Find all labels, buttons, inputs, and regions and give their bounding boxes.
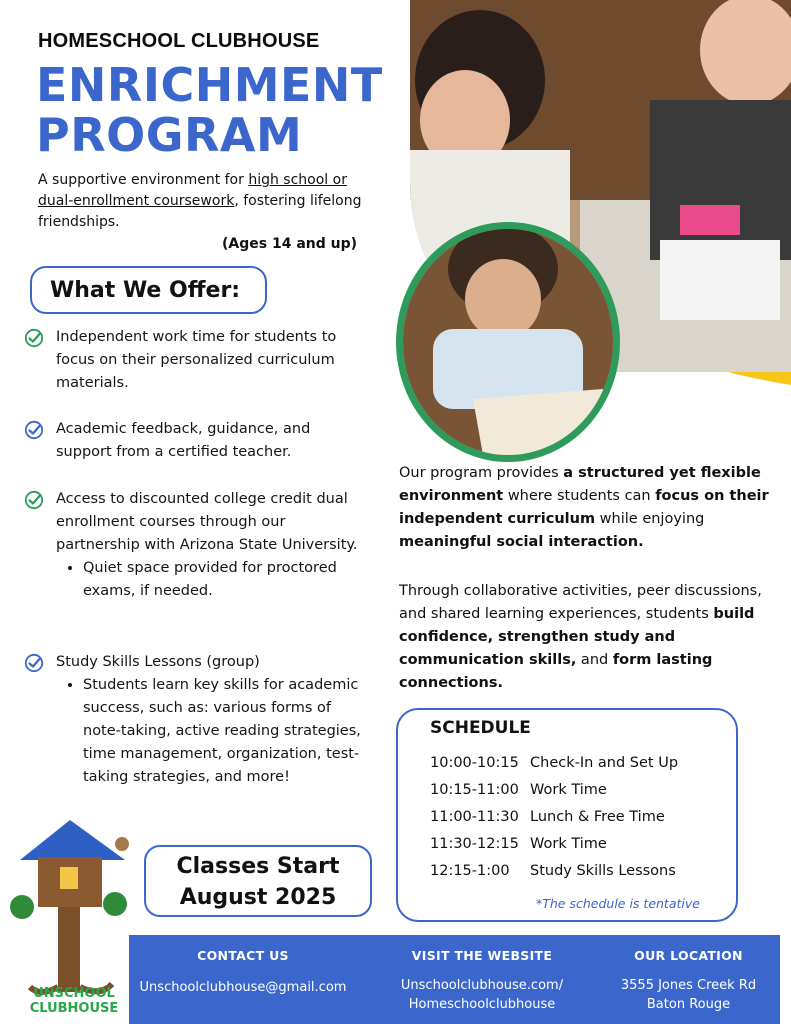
emphasis-text: build confidence, strengthen study and communication skills, [399, 606, 755, 668]
schedule-box [396, 708, 738, 922]
footer-location [597, 935, 780, 1014]
body-text: where students can [503, 488, 656, 504]
kicker-heading: HOMESCHOOL CLUBHOUSE [38, 30, 320, 52]
offer-item [24, 326, 369, 395]
check-circle-icon [24, 653, 44, 673]
body-text: Our program provides [399, 465, 564, 481]
offer-item-text: Academic feedback, guidance, and support from a certified teacher. [56, 421, 311, 460]
schedule-row [430, 782, 607, 798]
schedule-time: 10:00-10:15 [430, 755, 519, 771]
emphasis-text: form lasting connections. [399, 652, 713, 691]
intro-pre: A supportive environment for [38, 172, 249, 188]
classes-start-line-2: August 2025 [179, 885, 337, 910]
student-writing-photo-image [403, 229, 613, 455]
program-description-2 [399, 580, 769, 695]
schedule-note: *The schedule is tentative [536, 896, 700, 911]
website-line-2: Homeschoolclubhouse [408, 997, 556, 1012]
footer-website [377, 935, 587, 1014]
program-description-1 [399, 462, 769, 554]
check-circle-icon [24, 328, 44, 348]
intro-text [38, 170, 368, 233]
location-line-2: Baton Rouge [646, 997, 731, 1012]
schedule-activity: Study Skills Lessons [530, 863, 676, 879]
schedule-row [430, 755, 678, 771]
classes-start-line-1: Classes Start [176, 854, 340, 879]
schedule-activity: Work Time [530, 782, 607, 798]
schedule-title: SCHEDULE [430, 718, 531, 738]
offer-sub-list [81, 557, 369, 603]
page-title-line-1: ENRICHMENT [36, 58, 383, 112]
offer-sub-list [81, 674, 369, 789]
offer-heading: What We Offer: [50, 277, 241, 303]
intro-underlined: high school or dual-enrollment coursework [38, 172, 347, 209]
student-writing-photo [396, 222, 620, 462]
logo-line-2: CLUBHOUSE [29, 1001, 119, 1016]
location-address [597, 976, 780, 1014]
contact-email-link[interactable]: Unschoolclubhouse@gmail.com [139, 980, 347, 995]
ages-note: (Ages 14 and up) [222, 236, 358, 252]
check-circle-icon [24, 490, 44, 510]
body-text: while enjoying [595, 511, 705, 527]
offer-heading-pill [30, 266, 267, 314]
classes-start-box [144, 845, 372, 917]
check-circle-icon [24, 420, 44, 440]
schedule-row [430, 836, 607, 852]
logo-wordmark [14, 986, 134, 1016]
contact-heading: CONTACT US [197, 948, 289, 963]
offer-item-text: Access to discounted college credit dual enrollment courses through our partnership with Arizona State University. [56, 491, 358, 553]
offer-item [24, 418, 369, 464]
website-heading: VISIT THE WEBSITE [411, 948, 553, 963]
intro-post: , fostering lifelong friendships. [38, 193, 362, 230]
offer-sub-item: • Students learn key skills for academic success, such as: various forms of note-taking, active reading strategies, time management, organization, test-taking strategies, and more! [83, 674, 369, 789]
logo-line-1: UNSCHOOL [33, 986, 115, 1001]
emphasis-text: a structured yet flexible environment [399, 465, 761, 504]
schedule-time: 12:15-1:00 [430, 863, 510, 879]
body-text: Through collaborative activities, peer discussions, and shared learning experiences, students [399, 583, 762, 622]
schedule-activity: Lunch & Free Time [530, 809, 665, 825]
body-text: and [576, 652, 613, 668]
schedule-row [430, 863, 676, 879]
offer-item [24, 488, 369, 603]
offer-item [24, 651, 369, 789]
schedule-time: 11:30-12:15 [430, 836, 519, 852]
location-heading: OUR LOCATION [634, 948, 743, 963]
footer-contact [129, 935, 357, 997]
offer-item-text: Independent work time for students to focus on their personalized curriculum materials. [56, 329, 337, 391]
schedule-row [430, 809, 665, 825]
schedule-activity: Work Time [530, 836, 607, 852]
offer-item-text: Study Skills Lessons (group) [56, 654, 260, 670]
website-line-1: Unschoolclubhouse.com/ [400, 978, 564, 993]
schedule-activity: Check-In and Set Up [530, 755, 679, 771]
emphasis-text: focus on their independent curriculum [399, 488, 769, 527]
footer-bar [129, 935, 780, 1024]
location-line-1: 3555 Jones Creek Rd [620, 978, 757, 993]
schedule-time: 10:15-11:00 [430, 782, 519, 798]
page-title-line-2: PROGRAM [36, 108, 303, 162]
emphasis-text: meaningful social interaction. [399, 534, 644, 550]
offer-sub-item: • Quiet space provided for proctored exams, if needed. [83, 557, 369, 603]
website-link[interactable] [377, 976, 587, 1014]
schedule-time: 11:00-11:30 [430, 809, 519, 825]
